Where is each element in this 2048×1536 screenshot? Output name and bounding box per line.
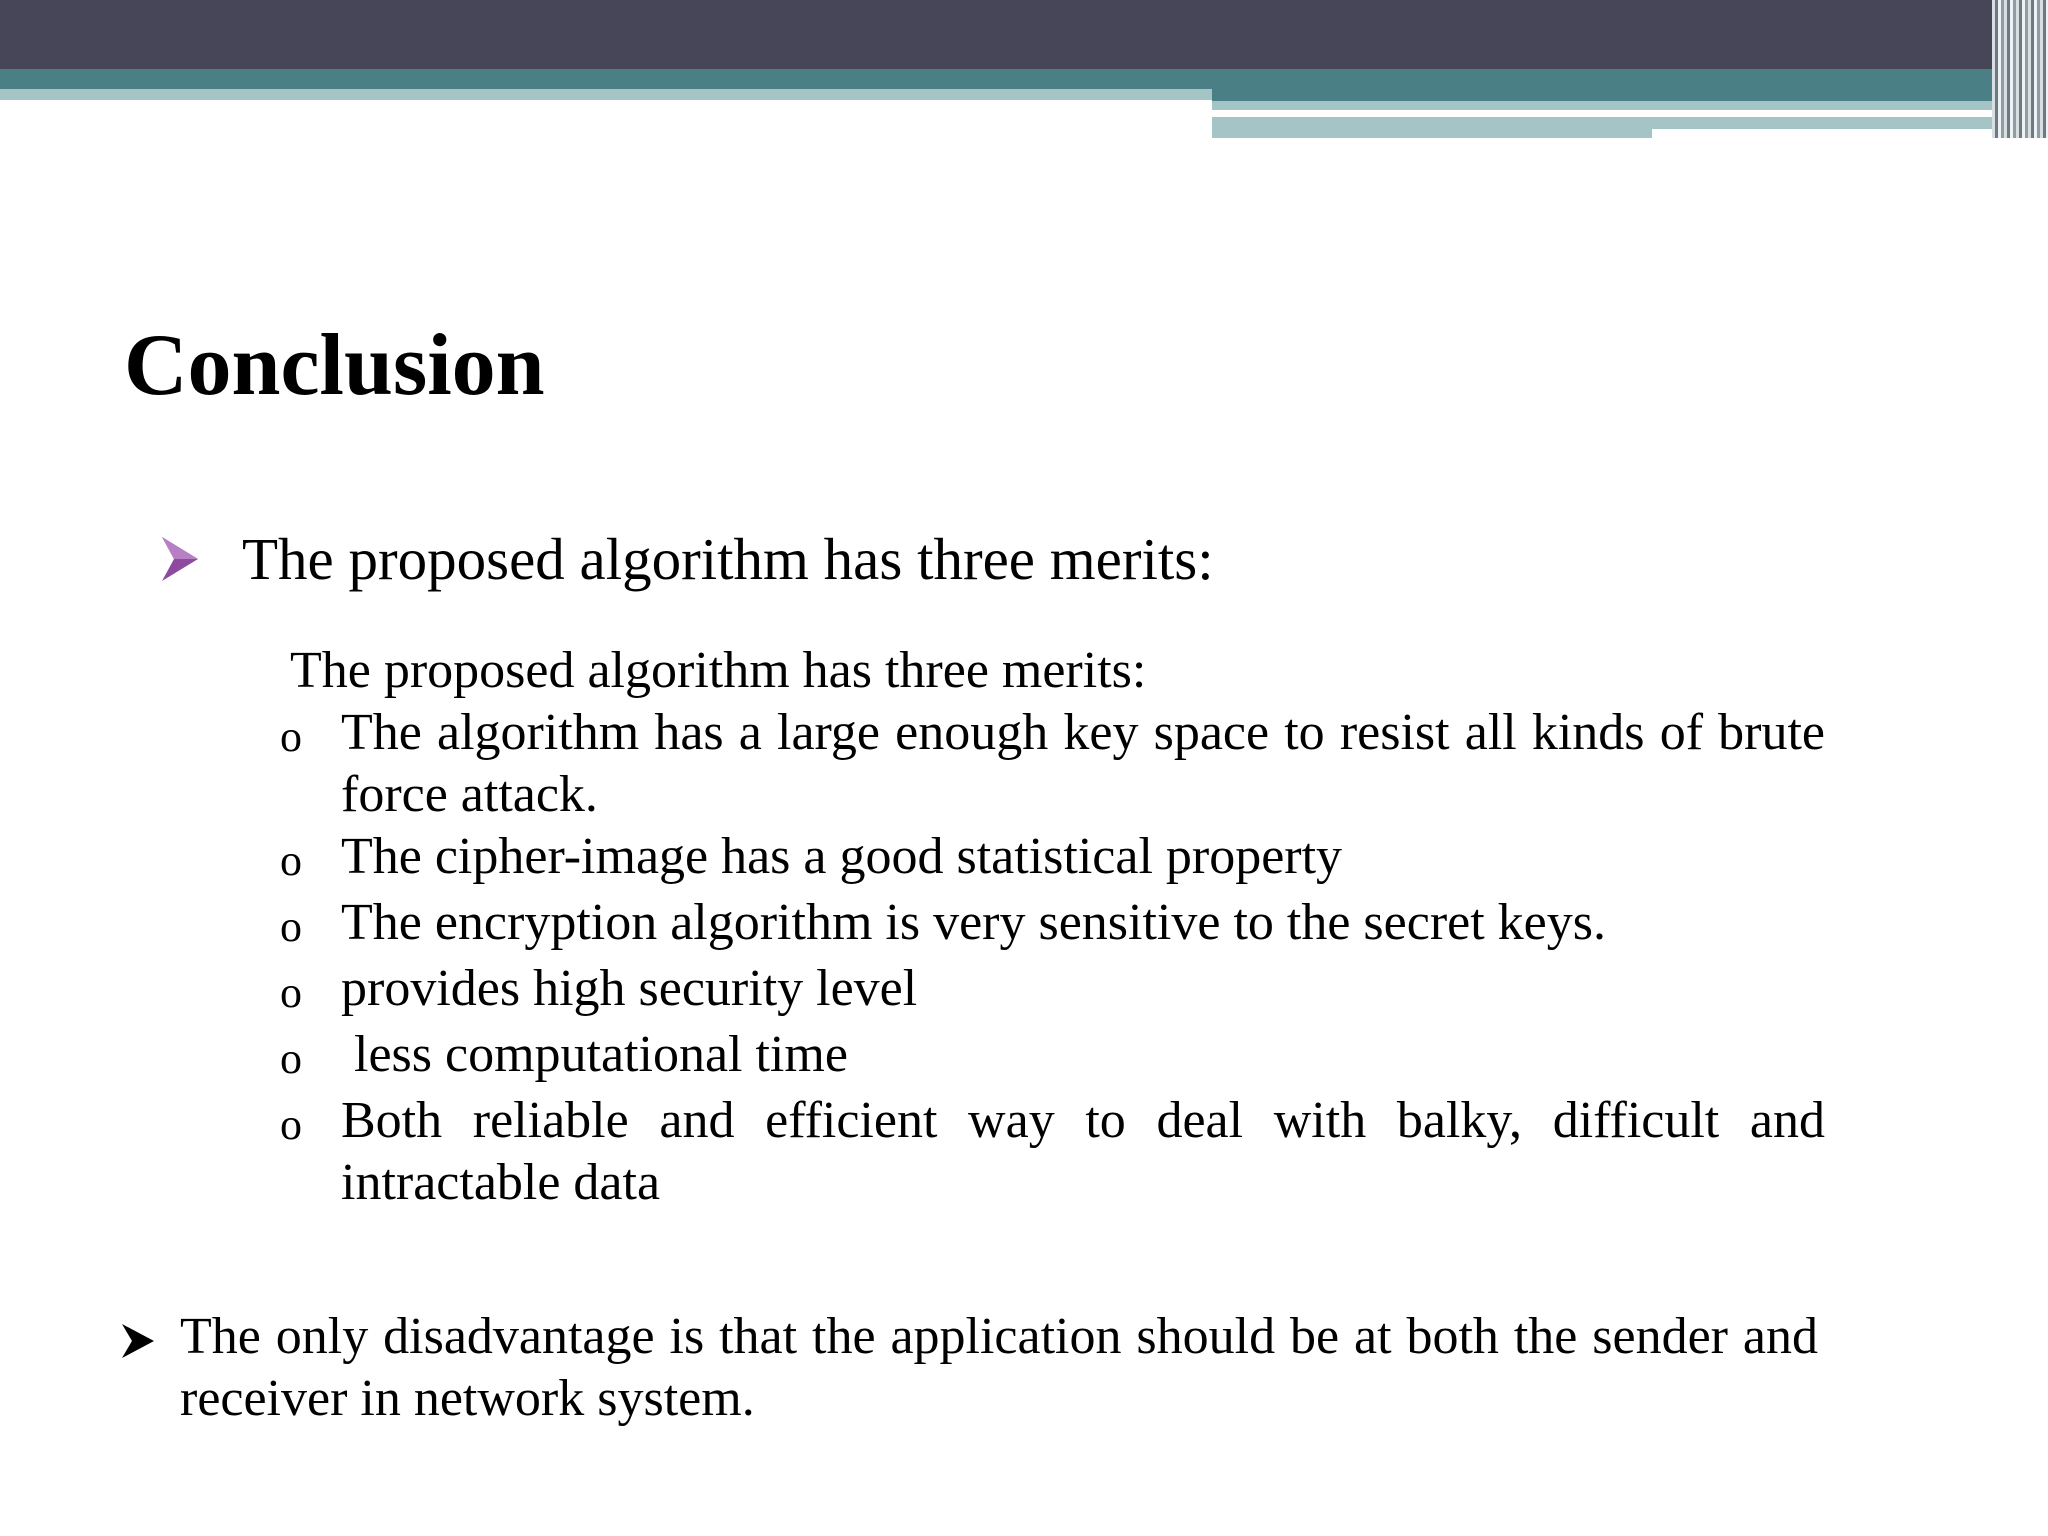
list-item: [280, 1024, 1825, 1090]
merits-subheading: The proposed algorithm has three merits:: [290, 642, 1147, 699]
merits-block: [280, 640, 1825, 1214]
circle-bullet-icon: o: [280, 836, 302, 885]
header-light-band-right: [1212, 101, 2048, 110]
arrowhead-bullet-icon: [160, 532, 242, 586]
arrowhead-bullet-icon: [118, 1310, 180, 1372]
circle-bullet-icon: o: [280, 712, 302, 761]
merit-text: The algorithm has a large enough key space to resist all kinds of brute force attack.: [341, 704, 1825, 823]
header-light-band-right-bottom: [1212, 129, 1652, 138]
header-light-band-left: [0, 89, 1212, 100]
circle-bullet-icon: o: [280, 902, 302, 951]
header-white-notch: [1652, 129, 2048, 138]
merits-heading: The proposed algorithm has three merits:: [242, 526, 1214, 592]
disadvantage-text: The only disadvantage is that the application should be at both the sender and receiver in network system.: [180, 1308, 1818, 1427]
header-light-band-right-lower: [1212, 117, 2048, 129]
merit-text: The encryption algorithm is very sensitive to the secret keys.: [341, 894, 1606, 951]
list-item: [280, 702, 1825, 826]
circle-bullet-icon: o: [280, 1100, 302, 1149]
merit-text: Both reliable and efficient way to deal with balky, difficult and intractable data: [341, 1092, 1825, 1211]
merit-text: provides high security level: [341, 960, 918, 1017]
circle-bullet-icon: o: [280, 968, 302, 1017]
merits-heading-row: [160, 524, 1860, 594]
header-teal-band: [0, 69, 2048, 89]
list-item: [280, 892, 1825, 958]
list-item: [280, 958, 1825, 1024]
slide-title: Conclusion: [124, 317, 545, 414]
merit-text: The cipher-image has a good statistical property: [341, 828, 1343, 885]
header-teal-band-right: [1212, 89, 2048, 101]
header-dark-band: [0, 0, 2048, 69]
disadvantage-row: [118, 1306, 1818, 1430]
merit-list: [280, 702, 1825, 1214]
merit-text: less computational time: [341, 1026, 848, 1083]
header-stripes: [1992, 0, 2048, 138]
circle-bullet-icon: o: [280, 1034, 302, 1083]
list-item: [280, 826, 1825, 892]
list-item: [280, 1090, 1825, 1214]
